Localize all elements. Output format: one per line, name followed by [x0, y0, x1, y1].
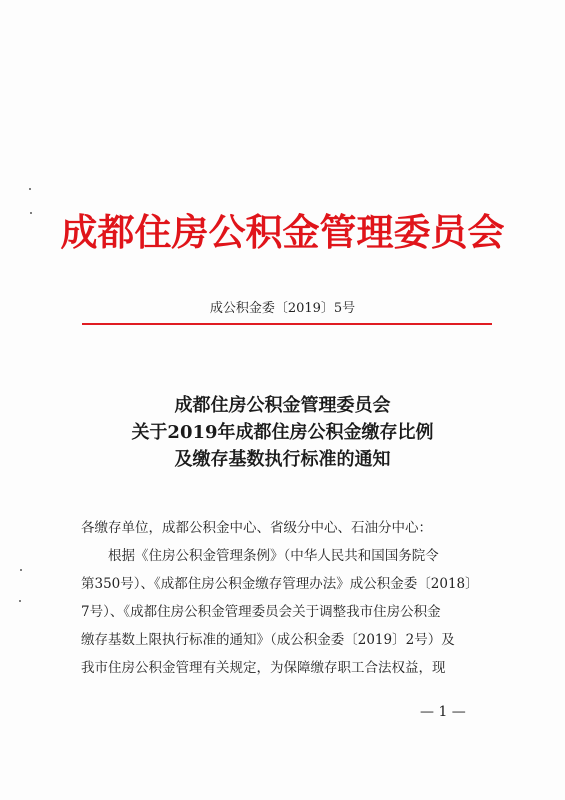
document-title	[0, 392, 565, 473]
scan-speck	[20, 569, 22, 571]
body-line: 我市住房公积金管理有关规定，为保障缴存职工合法权益，现	[81, 660, 446, 676]
issuing-organization-header: 成都住房公积金管理委员会	[60, 211, 505, 254]
title-line: 成都住房公积金管理委员会	[174, 395, 391, 416]
title-line: 及缴存基数执行标准的通知	[174, 449, 391, 470]
body-line: 缴存基数上限执行标准的通知》（成公积金委〔2019〕2号）及	[81, 632, 455, 648]
page-number: — 1 —	[420, 704, 466, 720]
scan-speck	[29, 188, 31, 190]
body-line: 7号）、《成都住房公积金管理委员会关于调整我市住房公积金	[81, 604, 441, 620]
salutation: 各缴存单位，成都公积金中心、省级分中心、石油分中心：	[81, 520, 432, 536]
title-line: 关于2019年成都住房公积金缴存比例	[131, 422, 434, 443]
body-line: 第350号）、《成都住房公积金缴存管理办法》成公积金委〔2018〕	[81, 576, 479, 592]
scan-speck	[19, 600, 21, 602]
red-separator-line	[82, 323, 492, 325]
document-body	[81, 514, 496, 682]
body-line: 根据《住房公积金管理条例》（中华人民共和国国务院令	[108, 548, 439, 564]
document-number: 成公积金委〔2019〕5号	[209, 301, 356, 316]
